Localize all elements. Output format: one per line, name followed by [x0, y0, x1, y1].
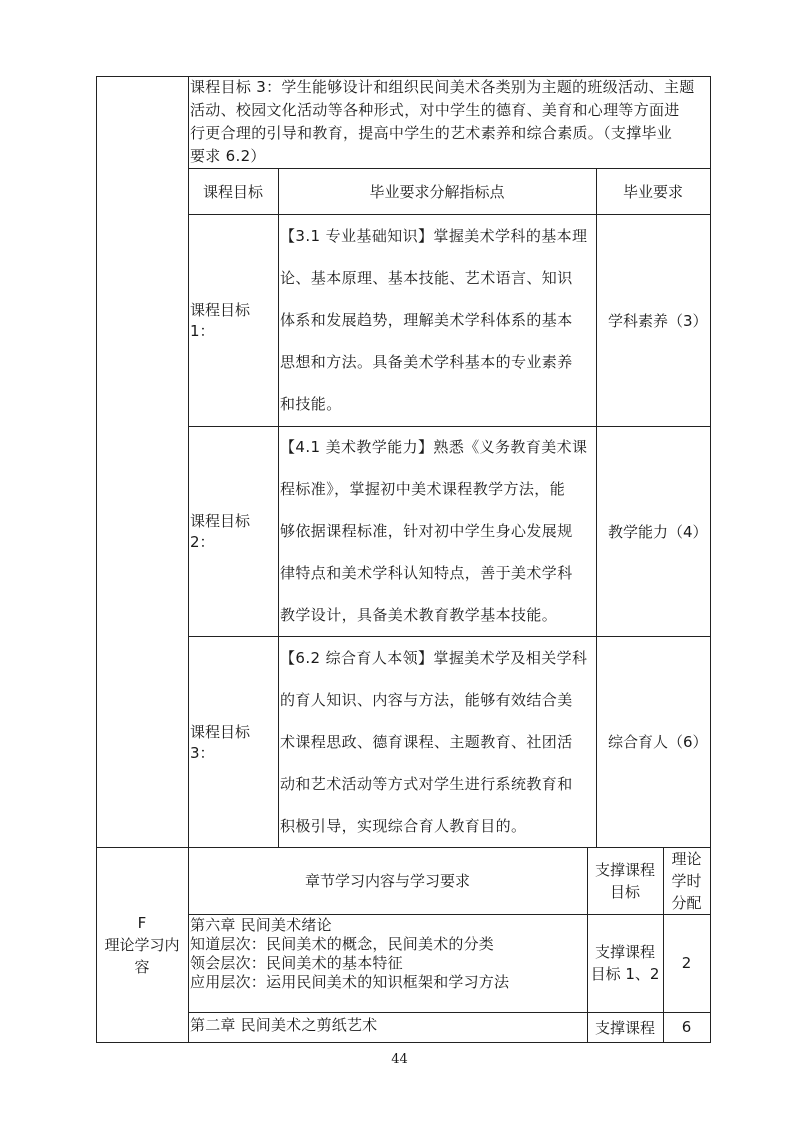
indicator-line: 的育人知识、内容与方法，能够有效结合美: [280, 691, 573, 709]
indicator-line: 思想和方法。具备美术学科基本的专业素养: [280, 353, 573, 371]
header-support-objective: [587, 847, 663, 914]
row1-requirement: 学科素养（3）: [608, 311, 708, 330]
chapter-line: 知道层次：民间美术的概念，民间美术的分类: [190, 935, 495, 953]
chapter-6-hours: 2: [681, 954, 692, 972]
row3-indicator: [278, 636, 596, 847]
chapter-6-content: [188, 916, 587, 1012]
header-requirement: 毕业要求: [622, 182, 683, 201]
chapter-2-content: [188, 1016, 587, 1042]
indicator-line: 程标准》，掌握初中美术课程教学方法，能: [280, 480, 566, 498]
indicator-line: 够依据课程标准，针对初中学生身心发展规: [280, 522, 573, 540]
header-support-line: 支撑课程: [594, 860, 655, 879]
chapter-line: 应用层次：运用民间美术的知识框架和学习方法: [190, 973, 510, 991]
row2-objective: 课程目标 2：: [190, 512, 251, 551]
table-bottom-border: [96, 1042, 710, 1043]
indicator-line: 动和艺术活动等方式对学生进行系统教育和: [280, 775, 573, 793]
chapter-line: 第二章 民间美术之剪纸艺术: [190, 1016, 378, 1034]
section-f-label: [96, 847, 188, 1043]
indicator-line: 律特点和美术学科认知特点，善于美术学科: [280, 564, 573, 582]
intro-line: 活动、校园文化活动等各种形式，对中学生的德育、美育和心理等方面进: [190, 101, 680, 119]
course-objective-3-description: [188, 76, 710, 168]
indicator-line: 术课程思政、德育课程、主题教育、社团活: [280, 733, 573, 751]
header-hours-line: 分配: [671, 893, 702, 912]
row1-indicator: [278, 214, 596, 426]
indicator-line: 积极引导，实现综合育人教育目的。: [280, 817, 527, 835]
chapter-line: 领会层次：民间美术的基本特征: [190, 954, 403, 972]
header-support-line: 目标: [609, 882, 640, 901]
header-objective: 课程目标: [202, 182, 263, 201]
header-chapter-content: 章节学习内容与学习要求: [304, 872, 470, 890]
intro-line: 课程目标 3：学生能够设计和组织民间美术各类别为主题的班级活动、主题: [190, 78, 695, 96]
indicator-line: 【3.1 专业基础知识】掌握美术学科的基本理: [280, 227, 588, 245]
row3-requirement: 综合育人（6）: [608, 733, 708, 751]
indicator-line: 教学设计，具备美术教育教学基本技能。: [280, 606, 558, 624]
row1-objective: 课程目标 1：: [190, 301, 251, 340]
row3-objective: 课程目标 3：: [190, 722, 251, 762]
header-hours-line: 学时: [671, 871, 702, 890]
row2-requirement: 教学能力（4）: [608, 522, 708, 541]
indicator-line: 论、基本原理、基本技能、艺术语言、知识: [280, 269, 573, 287]
section-f-letter: F: [137, 914, 147, 932]
section-f-title-line: 理论学习内: [104, 936, 180, 954]
header-theory-hours: [663, 847, 710, 914]
header-hours-line: 理论: [671, 849, 702, 868]
table-right-border: [710, 76, 711, 1043]
chapter-6-support: [587, 914, 663, 1012]
support-line: 支撑课程: [594, 943, 655, 961]
indicator-line: 体系和发展趋势，理解美术学科体系的基本: [280, 311, 573, 329]
indicator-line: 和技能。: [280, 395, 342, 413]
intro-line: 行更合理的引导和教育，提高中学生的艺术素养和综合素质。（支撑毕业: [190, 124, 673, 142]
indicator-line: 【6.2 综合育人本领】掌握美术学及相关学科: [280, 649, 588, 667]
header-indicator: 毕业要求分解指标点: [369, 182, 505, 201]
chapter-2-support: [587, 1012, 663, 1042]
chapter-line: 第六章 民间美术绪论: [190, 916, 332, 934]
support-line: 目标 1、2: [590, 965, 660, 983]
intro-line: 要求 6.2）: [190, 147, 266, 165]
row2-indicator: [278, 426, 596, 636]
section-f-title-line: 容: [134, 958, 150, 976]
chapter-2-hours: 6: [681, 1018, 692, 1036]
page-number: 44: [391, 1052, 408, 1067]
indicator-line: 【4.1 美术教学能力】熟悉《义务教育美术课: [280, 438, 588, 456]
support-line: 支撑课程: [594, 1018, 655, 1037]
